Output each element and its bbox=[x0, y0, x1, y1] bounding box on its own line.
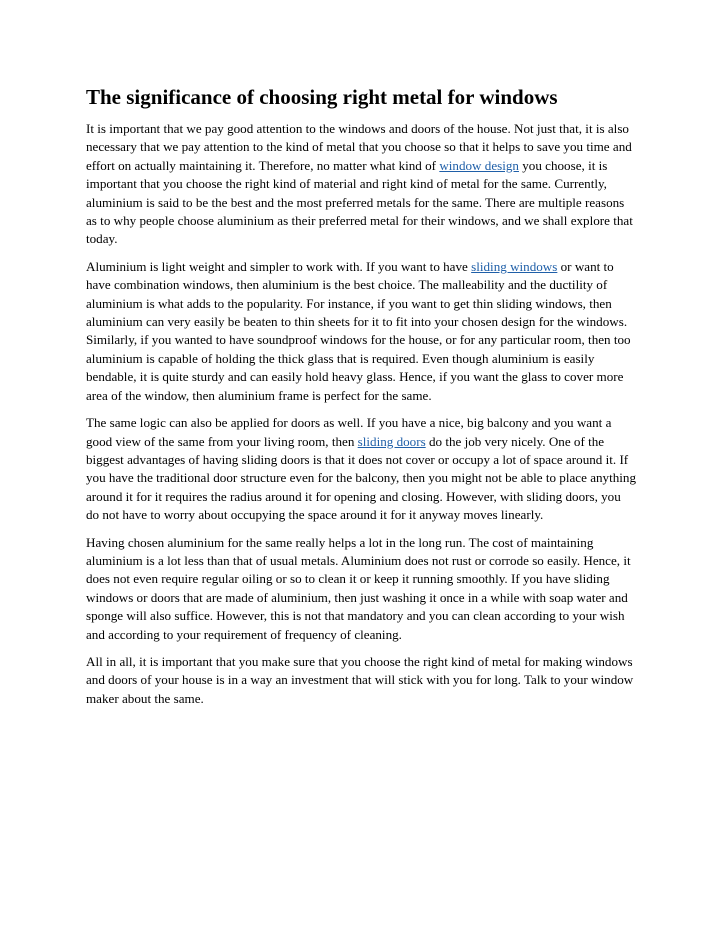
document-page bbox=[86, 82, 636, 717]
paragraph-intro-text-after: you choose, it is important that you choose the right kind of material and right kind of metal for the same. Currently, aluminium is said to be the best and the most preferred metals for the same. There are multiple reasons as to why people choose aluminium as their preferred metal for their windows, and we shall explore that today. bbox=[86, 157, 633, 247]
paragraph-conclusion: All in all, it is important that you make sure that you choose the right kind of metal for making windows and doors of your house is in a way an investment that will stick with you for long. Talk to your window maker about the same. bbox=[86, 653, 634, 706]
paragraph-aluminium-text-before: Aluminium is light weight and simpler to work with. If you want to have bbox=[86, 258, 472, 274]
paragraph-intro-text-before: It is important that we pay good attention to the windows and doors of the house. Not just that, it is also necessary that we pay attention to the kind of metal that you choose so that it helps to save you time and effort on actually maintaining it. Therefore, no matter what kind of bbox=[86, 121, 632, 173]
paragraph-doors bbox=[86, 414, 636, 524]
sliding-windows-link[interactable]: sliding windows bbox=[471, 258, 558, 274]
paragraph-aluminium-text-after: or want to have combination windows, then aluminium is the best choice. The malleability and the ductility of aluminium is what adds to the popularity. For instance, if you want to get thin sliding windows, then aluminium can very easily be beaten to thin sheets for it to fit into your chosen design for the windows. Similarly, if you wanted to have soundproof windows for the house, or for any particular room, then too aluminium is capable of holding the thick glass that is required. Even though aluminium is easily bendable, it is quite sturdy and can easily hold heavy glass. Hence, if you want the glass to cover more area of the window, then aluminium frame is perfect for the same. bbox=[86, 258, 631, 403]
paragraph-doors-text-after: do the job very nicely. One of the biggest advantages of having sliding doors is that it does not cover or occupy a lot of space around it. If you have the traditional door structure even for the balcony, then you might not be able to place anything around it for it requires the radius around it for opening and closing. However, with sliding doors, you do not have to worry about occupying the space around it for it anyway moves linearly. bbox=[86, 433, 637, 523]
window-design-link[interactable]: window design bbox=[439, 157, 519, 173]
paragraph-doors-text-before: The same logic can also be applied for doors as well. If you have a nice, big balcony and you want a good view of the same from your living room, then bbox=[86, 415, 612, 449]
paragraph-intro bbox=[86, 120, 636, 249]
sliding-doors-link[interactable]: sliding doors bbox=[357, 433, 426, 449]
paragraph-aluminium-windows bbox=[86, 258, 636, 405]
article-title: The significance of choosing right metal for windows bbox=[86, 85, 558, 109]
paragraph-maintenance: Having chosen aluminium for the same really helps a lot in the long run. The cost of maintaining aluminium is a lot less than that of usual metals. Aluminium does not rust or corrode so easily. Hence, it does not even require regular oiling or so to clean it or keep it running smoothly. If you have sliding windows or doors that are made of aluminium, then just washing it once in a while with soap water and sponge will also suffice. However, this is not that mandatory and you can clean according to your wish and according to your requirement of frequency of cleaning. bbox=[86, 534, 631, 642]
